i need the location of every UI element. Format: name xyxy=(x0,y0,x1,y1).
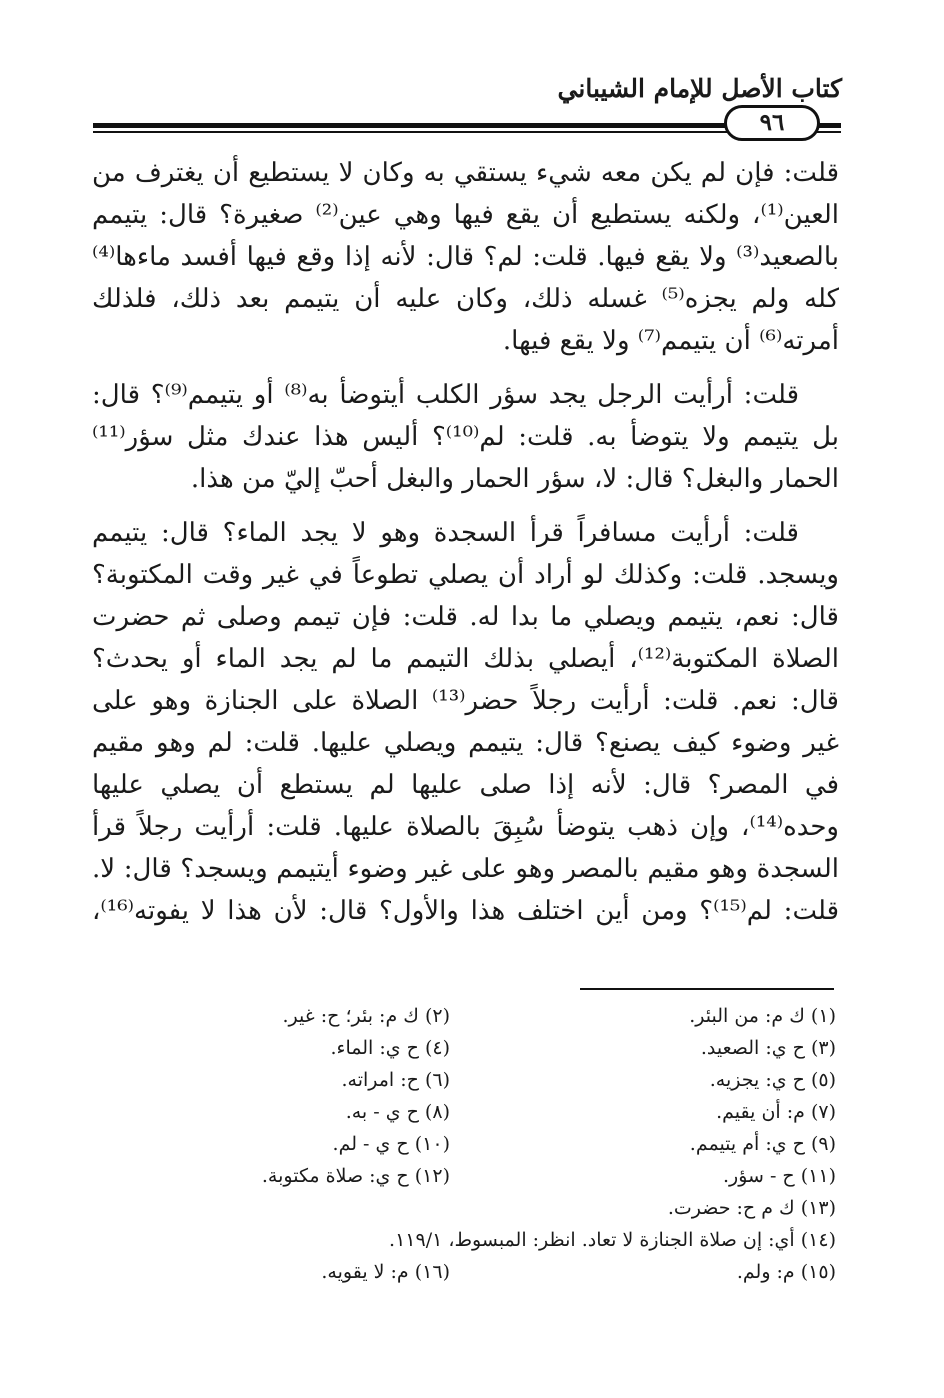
footnote: (٧) م: أن يقيم. xyxy=(716,1101,836,1123)
footnote-row xyxy=(150,1064,836,1096)
text-line: قال: نعم. قلت: أرأيت رجلاً حضر⁽¹³⁾ الصلاة على الجنازة وهو على xyxy=(92,686,839,716)
text-line: قلت: فإن لم يكن معه شيء يستقي به وكان لا يستطيع أن يغترف من xyxy=(92,158,839,188)
footnote-row xyxy=(150,1096,836,1128)
footnote-row xyxy=(150,1224,836,1256)
main-text xyxy=(92,152,839,944)
footnote: (١٣) ك م ح: حضرت. xyxy=(667,1197,836,1219)
text-line: بل يتيمم ولا يتوضأ به. قلت: لم⁽¹⁰⁾؟ أليس هذا عندك مثل سؤر⁽¹¹⁾ xyxy=(92,422,839,452)
text-line: قلت: لم⁽¹⁵⁾؟ ومن أين اختلف هذا والأول؟ قال: لأن هذا لا يفوته⁽¹⁶⁾، xyxy=(92,896,840,926)
text-line: أمرته⁽⁶⁾ أن يتيمم⁽⁷⁾ ولا يقع فيها. xyxy=(502,326,839,356)
text-line: قلت: أرأيت الرجل يجد سؤر الكلب أيتوضأ به⁽⁸⁾ أو يتيمم⁽⁹⁾؟ قال: xyxy=(92,380,800,410)
text-line: بالصعيد⁽³⁾ ولا يقع فيها. قلت: لم؟ قال: لأنه إذا وقع فيها أفسد ماءها⁽⁴⁾ xyxy=(92,242,839,272)
footnote: (١٤) أي: إن صلاة الجنازة لا تعاد. انظر: المبسوط، ١١٩/١. xyxy=(389,1229,836,1251)
text-line: وحده⁽¹⁴⁾، وإن ذهب يتوضأ سُبِقَ بالصلاة عليها. قلت: أرأيت رجلاً قرأ xyxy=(92,812,839,842)
footnote-row xyxy=(150,1256,836,1288)
footnote-row xyxy=(150,1192,836,1224)
text-line: في المصر؟ قال: لأنه إذا صلى عليها لم يستطع أن يصلي عليها xyxy=(92,770,839,800)
paragraph xyxy=(92,152,839,362)
footnote-row xyxy=(150,1160,836,1192)
text-line: غير وضوء كيف يصنع؟ قال: يتيمم ويصلي عليها. قلت: لم وهو مقيم xyxy=(92,728,840,758)
footnote: (١٦) م: لا يقويه. xyxy=(321,1261,450,1283)
footnote-row xyxy=(150,1032,836,1064)
text-line: العين⁽¹⁾، ولكنه يستطيع أن يقع فيها وهي عين⁽²⁾ صغيرة؟ قال: يتيمم xyxy=(92,200,839,230)
footnotes xyxy=(150,1000,836,1288)
footnote: (٤) ح ي: الماء. xyxy=(330,1037,450,1059)
footnote: (١) ك م: من البئر. xyxy=(689,1005,836,1027)
footnote: (٢) ك م: بئر؛ ح: غير. xyxy=(282,1005,450,1027)
footnote: (١١) ح - سؤر. xyxy=(722,1165,836,1187)
footnote: (١٠) ح ي - لم. xyxy=(332,1133,450,1155)
text-line: السجدة وهو مقيم بالمصر وهو على غير وضوء أيتيمم ويسجد؟ قال: لا. xyxy=(92,854,839,884)
footnote-separator xyxy=(580,988,834,990)
paragraph xyxy=(92,374,839,500)
footnote: (٥) ح ي: يجزيه. xyxy=(709,1069,836,1091)
text-line: ويسجد. قلت: وكذلك لو أراد أن يصلي تطوعاً في غير وقت المكتوبة؟ xyxy=(92,560,839,590)
footnote: (٨) ح ي - به. xyxy=(345,1101,450,1123)
paragraph xyxy=(92,512,839,932)
footnote: (١٢) ح ي: صلاة مكتوبة. xyxy=(261,1165,450,1187)
text-line: كله ولم يجزه⁽⁵⁾ غسله ذلك، وكان عليه أن يتيمم بعد ذلك، فلذلك xyxy=(92,284,840,314)
text-line: قلت: أرأيت مسافراً قرأ السجدة وهو لا يجد الماء؟ قال: يتيمم xyxy=(92,518,799,548)
footnote: (٦) ح: امراته. xyxy=(341,1069,450,1091)
footnote: (١٥) م: ولم. xyxy=(736,1261,836,1283)
footnote: (٣) ح ي: الصعيد. xyxy=(700,1037,836,1059)
footnote-row xyxy=(150,1128,836,1160)
footnote-row xyxy=(150,1000,836,1032)
page-number: ٩٦ xyxy=(724,105,820,141)
text-line: الصلاة المكتوبة⁽¹²⁾، أيصلي بذلك التيمم ما لم يجد الماء أو يحدث؟ xyxy=(92,644,839,674)
text-line: الحمار والبغل؟ قال: لا، سؤر الحمار والبغل أحبّ إليّ من هذا. xyxy=(190,464,839,494)
footnote: (٩) ح ي: أم يتيمم. xyxy=(689,1133,836,1155)
text-line: قال: نعم، يتيمم ويصلي ما بدا له. قلت: فإن تيمم وصلى ثم حضرت xyxy=(92,602,839,632)
running-head: كتاب الأصل للإمام الشيباني xyxy=(557,74,842,103)
